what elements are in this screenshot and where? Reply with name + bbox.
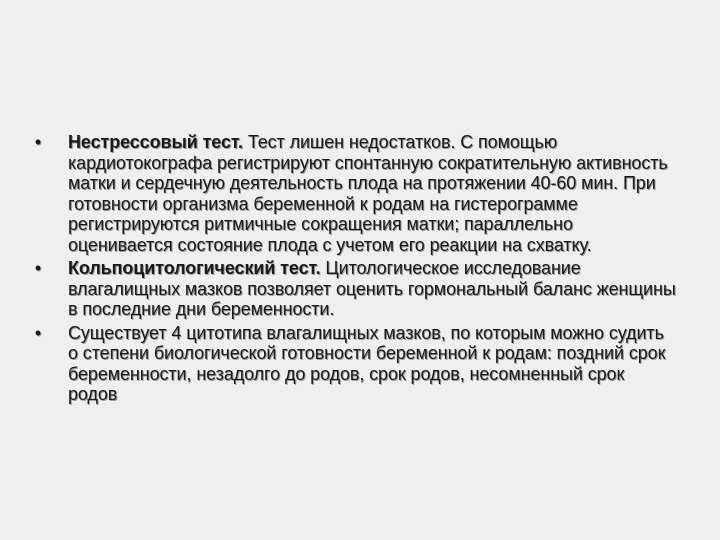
bullet-item-nonstress-test	[28, 132, 676, 255]
bullet-item-colpocytology-test	[28, 258, 676, 320]
bullet-item-cytotypes	[28, 323, 676, 405]
slide-content	[28, 132, 676, 408]
term-nonstress-test: Нестрессовый тест.	[68, 132, 243, 152]
bullet-text: Существует 4 цитотипа влагалищных мазков, по которым можно судить о степени биологической готовности беременной к родам: поздний срок беременности, незадолго до родов, срок родов, несомненный срок родов	[68, 322, 666, 404]
bullet-text: Цитологическое исследование влагалищных мазков позволяет оценить гормональный баланс женщины в последние дни беременности.	[68, 258, 676, 319]
bullet-text: Тест лишен недостатков. С помощью кардиотокографа регистрируют спонтанную сократительную активность матки и сердечную деятельность плода на протяжении 40-60 мин. При готовности организма беременной к родам на гистерограмме регистрируются ритмичные сокращения матки; параллельно оценивается состояние плода с учетом его реакции на схватку.	[68, 132, 668, 255]
term-colpocytology-test: Кольпоцитологический тест.	[68, 258, 321, 278]
bullet-icon: •	[34, 132, 42, 152]
bullet-list	[28, 132, 676, 405]
bullet-icon: •	[34, 258, 42, 278]
bullet-icon: •	[34, 322, 42, 343]
